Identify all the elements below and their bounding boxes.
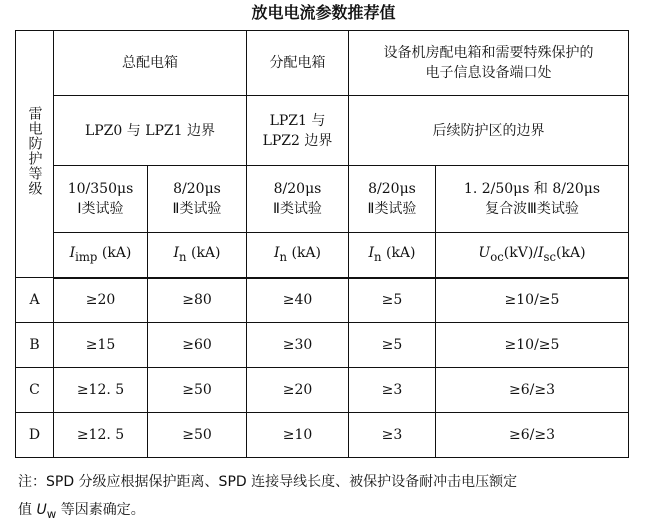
value-cell: ≥50: [148, 413, 247, 458]
value-cell: ≥6/≥3: [436, 368, 629, 413]
test-class-2: Ⅱ类试验: [172, 201, 222, 217]
unit-col-2: $I_n$ (kA): [148, 233, 247, 278]
value-cell: ≥60: [148, 323, 247, 368]
test-col-1: [54, 166, 148, 233]
group-special-line2: 电子信息设备端口处: [425, 65, 552, 81]
table-row: [16, 413, 629, 458]
value-cell: ≥5: [349, 323, 436, 368]
value-cell: ≥50: [148, 368, 247, 413]
group-main-distribution-box: 总配电箱: [54, 31, 247, 96]
test-wave-3: 8/20μs: [273, 181, 322, 197]
table-row: [16, 368, 629, 413]
value-cell: ≥3: [349, 413, 436, 458]
unit-col-5: $U_{oc}(kV)/I_{sc}(kA)$: [436, 233, 629, 278]
value-cell: ≥20: [247, 368, 349, 413]
value-cell: ≥3: [349, 368, 436, 413]
table-row: [16, 323, 629, 368]
zone-subsequent: 后续防护区的边界: [349, 96, 629, 166]
zone-lpz1-line1: LPZ1 与: [269, 112, 326, 129]
test-col-3: [247, 166, 349, 233]
test-wave-2: 8/20μs: [173, 181, 221, 197]
unit-col-1: $I_{imp}$ (kA): [54, 233, 148, 278]
note-line-2: 值 $U_w$ 等因素确定。: [18, 502, 145, 521]
group-sub-distribution-box: 分配电箱: [247, 31, 349, 96]
level-cell: A: [16, 278, 54, 323]
zone-lpz0-lpz1: LPZ0 与 LPZ1 边界: [54, 96, 247, 166]
zone-lpz1-lpz2: [247, 96, 349, 166]
test-class-4: Ⅱ类试验: [367, 201, 417, 217]
protection-level-header: [16, 31, 54, 278]
protection-level-label: 雷电防护等级: [26, 106, 43, 196]
test-wave-1: 10/350μs: [67, 181, 134, 197]
unit-col-3: $I_n$ (kA): [247, 233, 349, 278]
level-cell: D: [16, 413, 54, 458]
level-cell: B: [16, 323, 54, 368]
table-note: [18, 468, 636, 528]
table-row: [16, 278, 629, 323]
value-cell: ≥5: [349, 278, 436, 323]
value-cell: ≥10/≥5: [436, 278, 629, 323]
group-special-line1: 设备机房配电箱和需要特殊保护的: [383, 45, 594, 61]
test-class-3: Ⅱ类试验: [273, 201, 322, 217]
value-cell: ≥30: [247, 323, 349, 368]
table-title: 放电电流参数推荐值: [251, 3, 396, 22]
test-wave-5: 1. 2/50μs 和 8/20μs: [463, 181, 601, 197]
zone-lpz1-line2: LPZ2 边界: [262, 132, 333, 149]
value-cell: ≥12. 5: [54, 413, 148, 458]
value-cell: ≥40: [247, 278, 349, 323]
level-cell: C: [16, 368, 54, 413]
test-col-2: [148, 166, 247, 233]
test-col-5: [436, 166, 629, 233]
test-class-1: Ⅰ类试验: [77, 201, 124, 217]
value-cell: ≥10/≥5: [436, 323, 629, 368]
test-class-5: 复合波Ⅲ类试验: [485, 201, 579, 217]
note-line-1: 注：SPD 分级应根据保护距离、SPD 连接导线长度、被保护设备耐冲击电压额定: [18, 474, 518, 490]
value-cell: ≥12. 5: [54, 368, 148, 413]
value-cell: ≥15: [54, 323, 148, 368]
discharge-current-table: [15, 30, 629, 458]
value-cell: ≥6/≥3: [436, 413, 629, 458]
group-special-protection: [349, 31, 629, 96]
value-cell: ≥20: [54, 278, 148, 323]
unit-col-4: $I_n$ (kA): [349, 233, 436, 278]
value-cell: ≥10: [247, 413, 349, 458]
test-wave-4: 8/20μs: [368, 181, 416, 197]
test-col-4: [349, 166, 436, 233]
value-cell: ≥80: [148, 278, 247, 323]
